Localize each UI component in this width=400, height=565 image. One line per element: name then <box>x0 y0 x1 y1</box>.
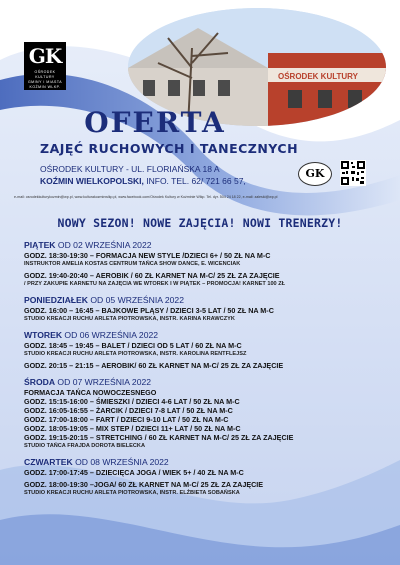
schedule-day <box>24 330 384 370</box>
class-line: GODZ. 17:00-17:45 – DZIECIĘCA JOGA / WIEK 5+ / 40 ZŁ NA M-C <box>24 468 244 477</box>
class-line: GODZ. 19:40-20:40 – AEROBIK / 60 ZŁ KARNET NA M-C/ 25 ZŁ ZA ZAJĘCIE <box>24 271 280 280</box>
class-line: GODZ. 18:00-19:30 –JOGA/ 60 ZŁ KARNET NA M-C/ 25 ZŁ ZA ZAJĘCIE <box>24 480 264 489</box>
class-line: GODZ. 15:15-16:00 – ŚMIESZKI / DZIECI 4-6 LAT / 50 ZŁ NA M-C <box>24 397 240 406</box>
gk-logo <box>24 42 66 90</box>
contact-line: e-mail: osrodekkulturykozmin@wp.pl, www.kulturakozminwlkp.pl, www.facebook.com/Ośrodek Kultury w Koźminie Wlkp. Tel. dyr. 504 24 18 22, e-mail: zaleski@wp.pl <box>14 195 278 199</box>
day-date: OD 06 WRZEŚNIA 2022 <box>62 330 159 340</box>
season-slogan: NOWY SEZON! NOWE ZAJĘCIA! NOWI TRENERZY! <box>57 216 343 230</box>
qr-code-icon <box>340 160 366 186</box>
offer-subtitle: ZAJĘĆ RUCHOWYCH I TANECZNYCH <box>40 141 299 156</box>
day-heading <box>24 295 384 306</box>
schedule <box>24 240 384 497</box>
class-line: GODZ. 16:05-16:55 – ŻARCIK / DZIECI 7-8 LAT / 50 ZŁ NA M-C <box>24 406 233 415</box>
day-name: WTOREK <box>24 330 63 340</box>
schedule-day <box>24 240 384 288</box>
instructor-line: STUDIO TAŃCA FRAJDA DOROTA BIELECKA <box>24 443 145 449</box>
schedule-day <box>24 377 384 450</box>
day-name: PONIEDZIAŁEK <box>24 295 88 305</box>
class-line: GODZ. 20:15 – 21:15 – AEROBIK/ 60 ZŁ KARNET NA M-C/ 25 ZŁ ZA ZAJĘCIE <box>24 361 284 370</box>
day-heading <box>24 457 384 468</box>
day-date: OD 05 WRZEŚNIA 2022 <box>87 295 184 305</box>
day-name: PIĄTEK <box>24 240 56 250</box>
day-date: OD 02 WRZEŚNIA 2022 <box>55 240 152 250</box>
logo-line-1: OŚRODEK <box>34 70 56 74</box>
phone-info: INFO. TEL. 62/ 721 66 57, <box>143 176 246 186</box>
schedule-day <box>24 457 384 497</box>
gck-badge: GK <box>298 162 332 186</box>
day-heading <box>24 240 384 251</box>
building-sign: OŚRODEK KULTURY <box>278 72 358 81</box>
class-line: GODZ. 19:15-20:15 – STRETCHING / 60 ZŁ KARNET NA M-C/ 25 ZŁ ZA ZAJĘCIE <box>24 433 294 442</box>
offer-title: OFERTA <box>84 106 226 139</box>
day-heading <box>24 330 384 341</box>
logo-line-2: KULTURY <box>35 75 55 79</box>
instructor-line: STUDIO KREACJI RUCHU ARLETA PIOTROWSKA, INSTR. KAROLINA RENTFLEJSZ <box>24 351 247 357</box>
address-city: KOŹMIN WIELKOPOLSKI, <box>40 176 144 186</box>
class-line: GODZ. 18:45 – 19:45 – BALET / DZIECI OD 5 LAT / 60 ZŁ NA M-C <box>24 341 242 350</box>
class-line: GODZ. 16:00 – 16:45 – BAJKOWE PLĄSY / DZIECI 3-5 LAT / 50 ZŁ NA M-C <box>24 306 274 315</box>
day-date: OD 08 WRZEŚNIA 2022 <box>72 457 169 467</box>
day-name: CZWARTEK <box>24 457 73 467</box>
logo-mark: GK <box>28 44 62 68</box>
class-line: GODZ. 18:30-19:30 – FORMACJA NEW STYLE /DZIECI 6+ / 50 ZŁ NA M-C <box>24 251 271 260</box>
day-date: OD 07 WRZEŚNIA 2022 <box>55 377 152 387</box>
class-line: GODZ. 17:00-18:00 – FART / DZIECI 9-10 LAT / 50 ZŁ NA M-C <box>24 415 229 424</box>
instructor-line: INSTRUKTOR AMELIA KOSTAS CENTRUM TAŃCA SHOW DANCE, E. WICENCIAK <box>24 261 241 267</box>
day-name: ŚRODA <box>24 377 56 387</box>
instructor-line: STUDIO KREACJI RUCHU ARLETA PIOTROWSKA, INSTR. KARINA KRAWCZYK <box>24 316 235 322</box>
logo-line-3: GMINY I MIASTA KOŹMIN WLKP. <box>27 80 63 89</box>
address-info <box>40 176 246 186</box>
instructor-line: / PRZY ZAKUPIE KARNETU NA ZAJĘCIA WE WTOREK I W PIĄTEK – PROMOCJA! KARNET 100 ZŁ <box>24 281 286 287</box>
day-heading <box>24 377 384 388</box>
class-line: GODZ. 18:05-19:05 – MIX STEP / DZIECI 11+ LAT / 50 ZŁ NA M-C <box>24 424 241 433</box>
address-line: OŚRODEK KULTURY - UL. FLORIAŃSKA 18 A <box>40 164 220 174</box>
class-line: FORMACJA TAŃCA NOWOCZESNEGO <box>24 388 157 397</box>
schedule-day <box>24 295 384 323</box>
instructor-line: STUDIO KREACJI RUCHU ARLETA PIOTROWSKA, INSTR. ELŻBIETA SOBAŃSKA <box>24 490 240 496</box>
